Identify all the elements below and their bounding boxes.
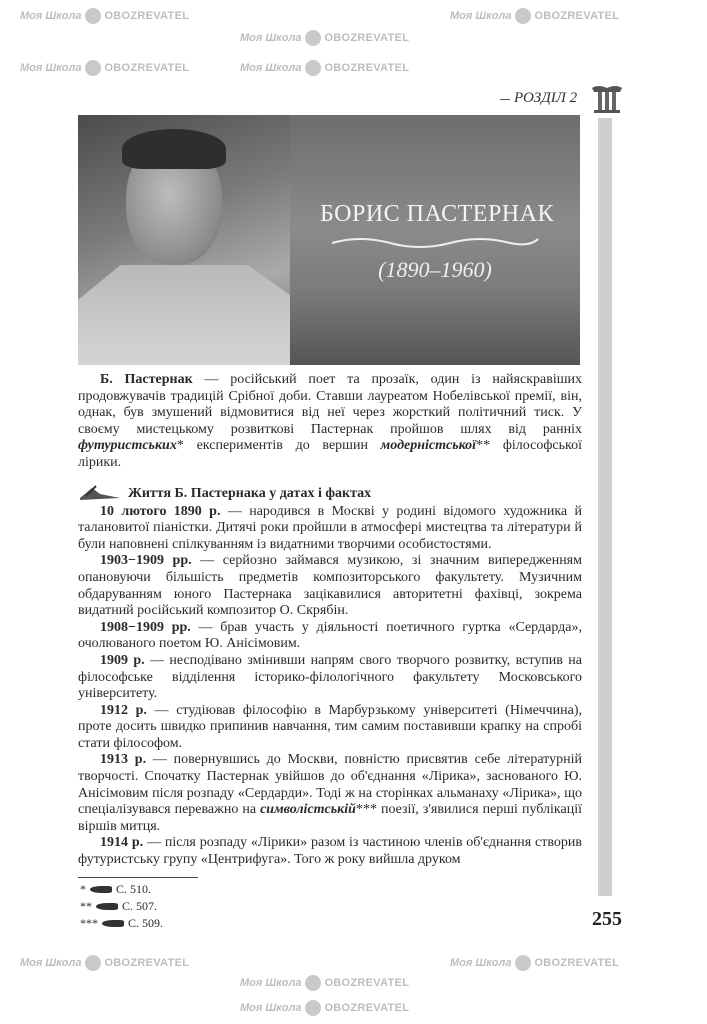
fact-date: 1903−1909 рр. [100, 553, 192, 569]
fact-date: 10 лютого 1890 р. [100, 503, 221, 519]
fact-text: — студіював філософію в Марбурзькому університеті (Німеччина), проте досить швидко припинив навчання, тим самим поставивши крапку на спробі стати філософом. [78, 702, 582, 751]
fact-item [78, 553, 582, 619]
fact-item [78, 653, 582, 703]
watermark: Моя Школа OBOZREVATEL [450, 8, 619, 24]
watermark: Моя Школа OBOZREVATEL [240, 975, 409, 991]
term-modernist: модерністської [380, 438, 477, 454]
pointer-icon [102, 920, 124, 927]
watermark: Моя Школа OBOZREVATEL [240, 30, 409, 46]
flourish-icon [330, 235, 540, 251]
fact-item [78, 752, 582, 835]
footnote [78, 881, 582, 898]
fact-date: 1913 р. [100, 752, 147, 768]
watermark: Моя Школа OBOZREVATEL [450, 955, 619, 971]
section-title: Життя Б. Пастернака у датах і фактах [128, 485, 372, 501]
header-rule [500, 99, 510, 100]
author-name: БОРИС ПАСТЕРНАК [320, 201, 554, 227]
section-header: РОЗДІЛ 2 [514, 90, 578, 106]
title-panel [290, 115, 580, 365]
book-quill-icon [78, 484, 122, 502]
fact-text: — серйозно займався музикою, зі значним випередженням опановуючи більшість предметів композиторського факультету. Музичним обдаруванням юного Пастернака зацікавилися авторитетні фахівці, зокрема видатний російський композитор О. Скрябін. [78, 553, 582, 619]
watermark: Моя Школа OBOZREVATEL [20, 955, 189, 971]
author-photo [78, 115, 290, 365]
fact-date: 1908−1909 рр. [100, 619, 191, 635]
page-edge-bar [598, 118, 612, 896]
intro-paragraph [78, 372, 582, 472]
fact-date: 1914 р. [100, 835, 144, 851]
term-symbolist: символістській [260, 802, 356, 818]
author-lead: Б. Пастернак [100, 372, 193, 387]
fact-item [78, 504, 582, 554]
footnote-mark: *** [80, 915, 98, 930]
fact-text: — несподівано змінивши напрям свого творчого розвитку, вступив на філософське відділення історико-філологічного факультету Московського університету. [78, 652, 582, 702]
text-column [78, 372, 582, 932]
intro-text: * експериментів до вершин [176, 438, 381, 454]
fact-item [78, 620, 582, 653]
pointer-icon [90, 886, 112, 893]
fact-text: — народився в Москві у родині відомого художника й талановитої піаністки. Дитячі роки пройшли в атмосфері мистецтва та літератури й були наповнені спілкуванням із видатними творчими особистостями. [78, 503, 582, 552]
author-years: (1890–1960) [378, 257, 492, 282]
footnote-ref: С. 510. [116, 881, 152, 896]
fact-text: — після розпаду «Лірики» разом із частиною членів об'єднання створив футуристську групу «Центрифуга». Того ж року вийшла друком [78, 835, 582, 868]
watermark: Моя Школа OBOZREVATEL [20, 60, 189, 76]
intro-text: ** філософської лірики. [78, 438, 582, 470]
footnote-ref: С. 507. [122, 898, 158, 913]
fact-text: — брав участь у діяльності поетичного гуртка «Сердарда», очолюваного поетом Ю. Анісімовим. [78, 619, 582, 652]
footnote-mark: ** [80, 898, 92, 913]
fact-text: *** поезії, з'явилися перші публікації віршів митця. [78, 802, 582, 834]
watermark: Моя Школа OBOZREVATEL [20, 8, 189, 24]
intro-text: — російський поет та прозаїк, один із найяскравіших продовжувачів традицій Срібної доби. Ставши лауреатом Нобелівської премії, він, однак, був змушений відмовитися від неї через жорсткий політичний тиск. У своєму мистецькому розвиткові Пастернак пройшов шлях від ранніх [78, 372, 582, 437]
fact-text: — повернувшись до Москви, повністю присвятив себе літературній творчості. Спочатку Пастернак увійшов до об'єднання «Лірика», заснованого Ю. Анісімовим після розпаду «Сердарди». Тоді ж на сторінках альманаху «Лірика», що спеціалізувався переважно на [78, 752, 582, 818]
watermark: Моя Школа OBOZREVATEL [240, 60, 409, 76]
watermark: Моя Школа OBOZREVATEL [240, 1000, 409, 1016]
footnote [78, 898, 582, 915]
footnote-rule [78, 877, 198, 878]
term-futurist: футуристських [78, 438, 177, 454]
fact-item [78, 703, 582, 753]
author-portrait-banner [78, 115, 580, 365]
fact-item [78, 835, 582, 868]
column-emblem-icon [590, 84, 624, 114]
fact-date: 1909 р. [100, 652, 145, 668]
fact-date: 1912 р. [100, 702, 147, 718]
pointer-icon [96, 903, 118, 910]
page-number: 255 [592, 908, 622, 930]
section-heading [78, 484, 582, 504]
footnote [78, 915, 582, 932]
facts-list [78, 504, 582, 869]
footnote-ref: С. 509. [128, 915, 164, 930]
footnote-mark: * [80, 881, 86, 896]
